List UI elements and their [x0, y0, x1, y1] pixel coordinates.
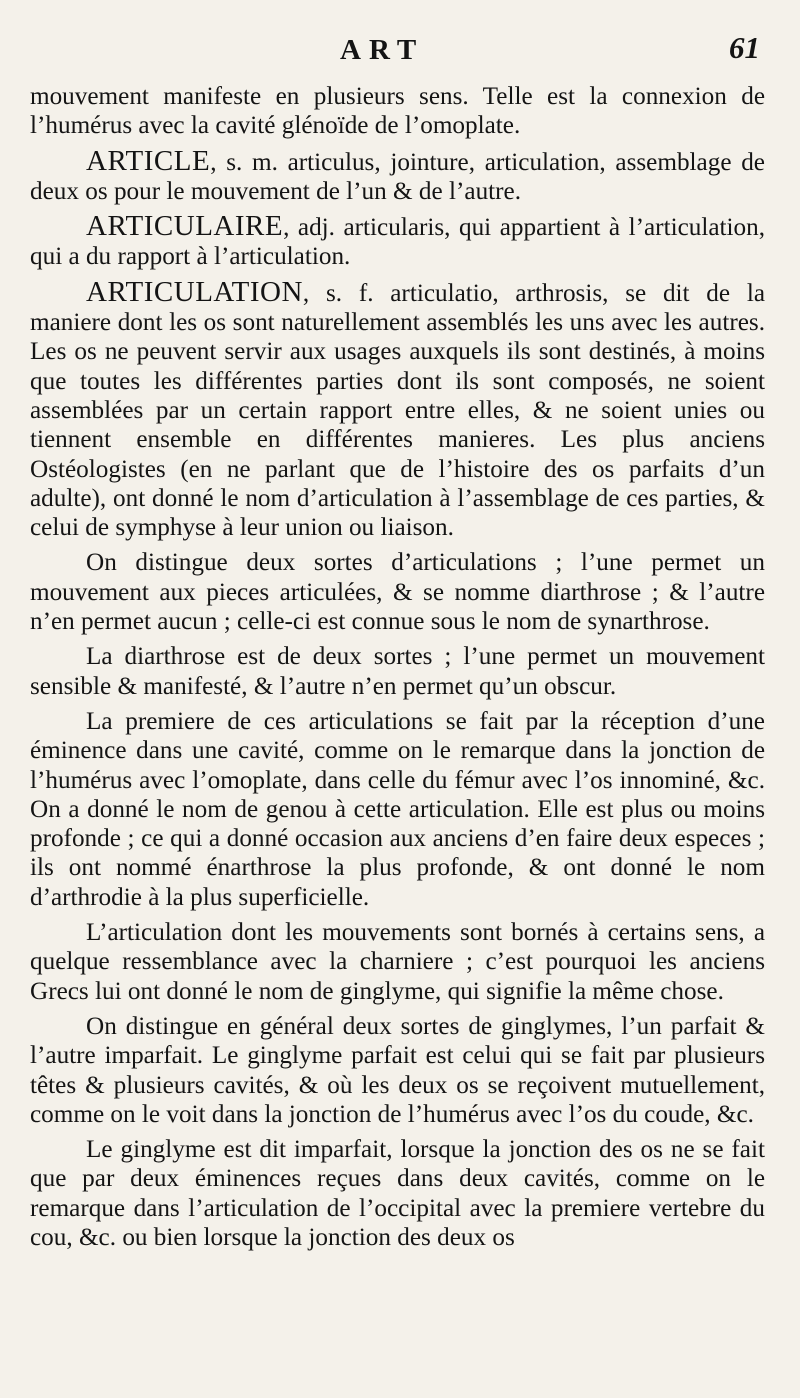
entry-term: ARTICULATION [86, 275, 303, 308]
paragraph: On distingue deux sortes d’articulations ; l’une permet un mouvement aux pieces articulées, & se nomme diarthrose ; & l’autre n’en permet aucun ; celle-ci est connue sous le nom de synarthrose. [30, 549, 765, 636]
entry-articulaire [30, 212, 765, 272]
page-header [0, 30, 800, 70]
entry-definition: , s. f. articulatio, arthrosis, se dit de la maniere dont les os sont naturellement assemblés les uns avec les autres. Les os ne peuvent servir aux usages auxquels ils sont destinés, à moins que toutes les différentes parties dont ils sont composés, ne soient assemblées par un certain rapport entre elles, & ne soient unies ou tiennent ensemble en différentes manieres. Les plus anciens Ostéologistes (en ne parlant que de l’histoire des os parfaits d’un adulte), ont donné le nom d’articulation à l’assemblage de ces parties, & celui de symphyse à leur union ou liaison. [30, 279, 765, 542]
paragraph: La premiere de ces articulations se fait par la réception d’une éminence dans une cavité, comme on le remarque dans la jonction de l’humérus avec l’omoplate, dans celle du fémur avec l’os innominé, &c. On a donné le nom de genou à cette articulation. Elle est plus ou moins profonde ; ce qui a donné occasion aux anciens d’en faire deux especes ; ils ont nommé énarthrose la plus profonde, & ont donné le nom d’arthrodie à la plus superficielle. [30, 707, 765, 911]
running-head: ART [340, 34, 425, 66]
entry-articulation [30, 275, 765, 543]
body-text [30, 82, 765, 1258]
paragraph-continuation: mouvement manifeste en plusieurs sens. Telle est la connexion de l’humérus avec la cavité glénoïde de l’omoplate. [30, 83, 765, 140]
paragraph: L’articulation dont les mouvements sont bornés à certains sens, a quelque ressemblance avec la charniere ; c’est pourquoi les anciens Grecs lui ont donné le nom de ginglyme, qui signifie la même chose. [30, 919, 765, 1005]
page-number: 61 [729, 30, 760, 65]
paragraph: On distingue en général deux sortes de ginglymes, l’un parfait & l’autre imparfait. Le ginglyme parfait est celui qui se fait par plusieurs têtes & plusieurs cavités, & où les deux os se reçoivent mutuellement, comme on le voit dans la jonction de l’humérus avec l’os du coude, &c. [30, 1012, 765, 1128]
entry-term: ARTICULAIRE [86, 210, 284, 243]
entry-definition: , adj. articularis, qui appartient à l’articulation, qui a du rapport à l’articulation. [30, 214, 765, 271]
paragraph: La diarthrose est de deux sortes ; l’une permet un mouvement sensible & manifesté, & l’autre n’en permet qu’un obscur. [30, 643, 765, 700]
entry-term: ARTICLE [86, 144, 211, 177]
entry-article [30, 144, 765, 207]
paragraph: Le ginglyme est dit imparfait, lorsque la jonction des os ne se fait que par deux éminences reçues dans deux cavités, comme on le remarque dans l’articulation de l’occipital avec la premiere vertebre du cou, &c. ou bien lorsque la jonction des deux os [30, 1136, 765, 1251]
entry-definition: , s. m. articulus, jointure, articulation, assemblage de deux os pour le mouvement de l’un & de l’autre. [30, 148, 765, 205]
